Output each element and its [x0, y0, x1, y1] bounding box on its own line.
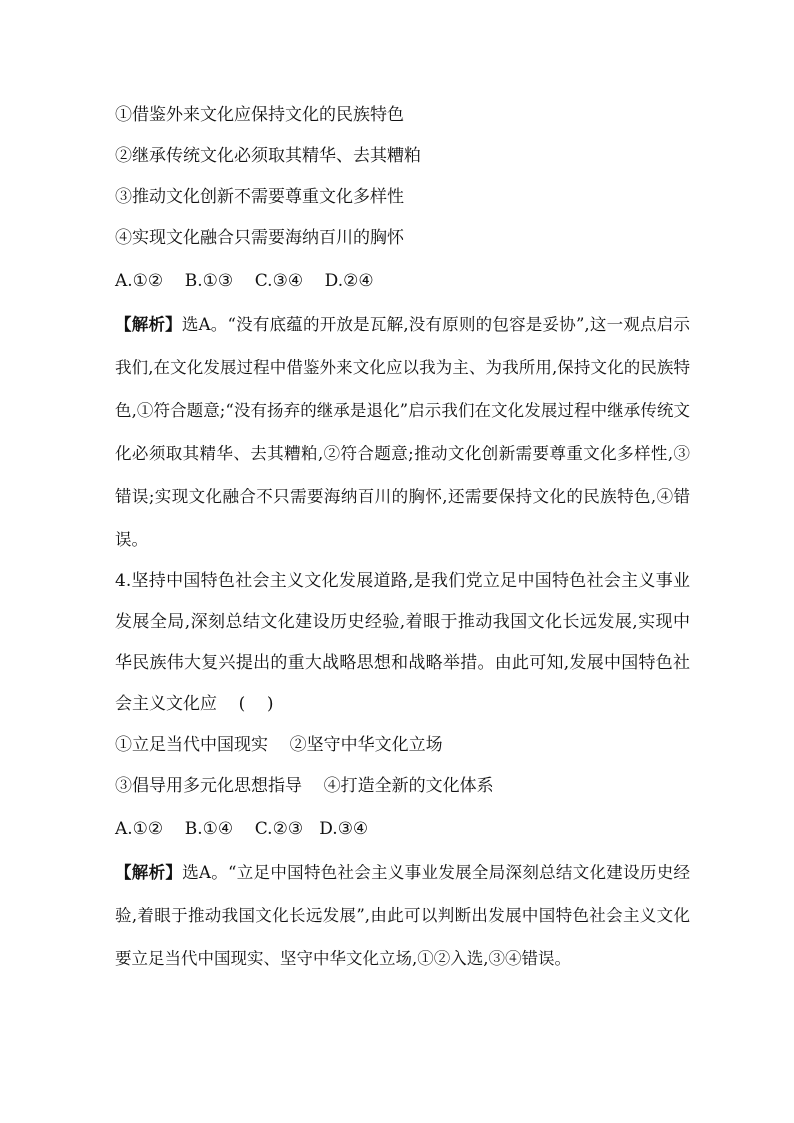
q3-option-1: ①借鉴外来文化应保持文化的民族特色: [115, 105, 404, 125]
q4-options-row-1: ①立足当代中国现实 ②坚守中华文化立场: [115, 735, 443, 755]
q4-stem: [115, 561, 690, 725]
q4-stem-text: 4.坚持中国特色社会主义文化发展道路,是我们党立足中国特色社会主义事业发展全局,深刻总结文化建设历史经验,着眼于推动我国文化长远发展,实现中华民族伟大复兴提出的重大战略思想和战略举措。由此可知,发展中国特色社会主义文化应: [115, 571, 690, 714]
q4-answer-blank: ( ): [217, 694, 274, 714]
q3-analysis-tag: 【解析】: [115, 315, 182, 334]
q3-answer-choices: A.①② B.①③ C.③④ D.②④: [115, 271, 374, 291]
q4-analysis-tag: 【解析】: [115, 863, 183, 882]
q3-option-4: ④实现文化融合只需要海纳百川的胸怀: [115, 228, 404, 248]
q4-analysis-text: 选A。“立足中国特色社会主义事业发展全局深刻总结文化建设历史经验,着眼于推动我国文化长远发展”,由此可以判断出发展中国特色社会主义文化要立足当代中国现实、坚守中华文化立场,①②入选,③④错误。: [115, 863, 691, 968]
q3-analysis: [115, 303, 690, 561]
q4-options-row-2: ③倡导用多元化思想指导 ④打造全新的文化体系: [115, 776, 494, 796]
document-page: [115, 95, 690, 980]
q4-analysis: [115, 851, 690, 980]
q3-option-2: ②继承传统文化必须取其精华、去其糟粕: [115, 146, 421, 166]
q3-analysis-text: 选A。“没有底蕴的开放是瓦解,没有原则的包容是妥协”,这一观点启示我们,在文化发展过程中借鉴外来文化应以我为主、为我所用,保持文化的民族特色,①符合题意;“没有扬弃的继承是退化”启示我们在文化发展过程中继承传统文化必须取其精华、去其糟粕,②符合题意;推动文化创新需要尊重文化多样性,③错误;实现文化融合不只需要海纳百川的胸怀,还需要保持文化的民族特色,④错误。: [115, 315, 691, 549]
q3-option-3: ③推动文化创新不需要尊重文化多样性: [115, 187, 404, 207]
q4-answer-choices: A.①② B.①④ C.②③ D.③④: [115, 819, 369, 839]
